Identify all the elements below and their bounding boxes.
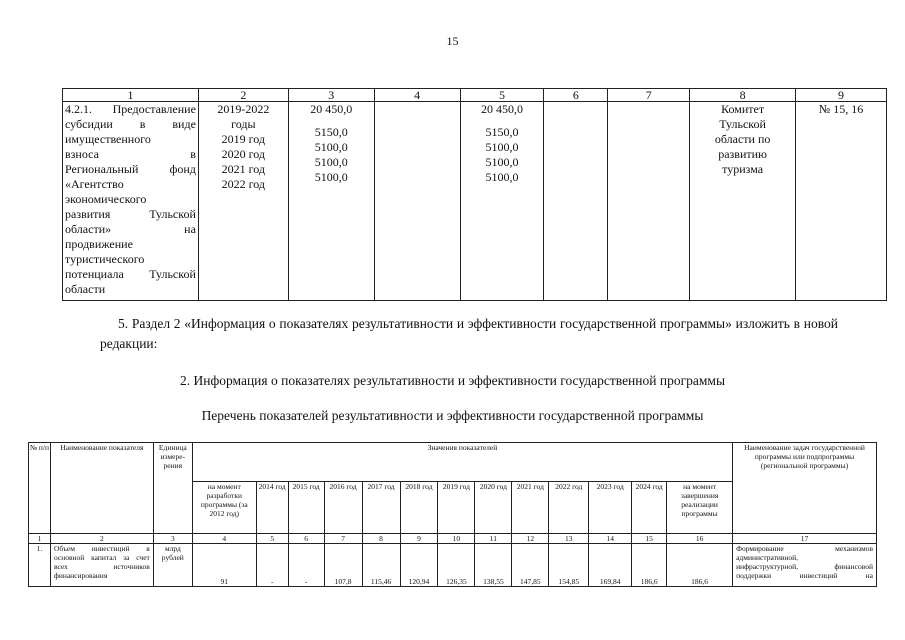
page-number: 15 xyxy=(446,34,459,48)
period-line: 2020 год xyxy=(221,147,266,161)
executor-line: Тульской xyxy=(719,117,766,131)
amount-line: 5100,0 xyxy=(485,140,519,154)
header-start: на момент разработки программы (за 2012 год) xyxy=(192,482,256,534)
regional-funding-cell xyxy=(460,102,544,301)
header-year: 2014 год xyxy=(256,482,288,534)
row-number: 1. xyxy=(29,544,51,587)
measure-name-line: области xyxy=(65,282,106,296)
measure-name-line: продвижение xyxy=(65,237,133,251)
period-line: 2019 год xyxy=(221,132,266,146)
value-cell: 115,46 xyxy=(362,544,400,587)
col-number: 12 xyxy=(512,534,549,544)
task-line: поддержки инвестиций на xyxy=(736,571,873,580)
indicator-name-line: всех источников xyxy=(53,562,150,571)
amount-line: 5100,0 xyxy=(485,155,519,169)
col-number: 13 xyxy=(549,534,589,544)
col-number: 14 xyxy=(589,534,632,544)
executor-line: Комитет xyxy=(721,102,765,116)
list-title: Перечень показателей результативности и эффективности государственной программы xyxy=(201,408,704,423)
indicator-name-line: основной капитал за счет xyxy=(53,553,150,562)
executor-line: туризма xyxy=(722,162,764,176)
header-task: Наименование задач государственной программы или подпрограммы (региональной программы) xyxy=(733,443,877,534)
col-number: 8 xyxy=(362,534,400,544)
amount-line: 20 450,0 xyxy=(310,102,353,116)
header-year: 2020 год xyxy=(475,482,512,534)
header-unit: Единица измере-рения xyxy=(153,443,192,534)
col-number: 3 xyxy=(153,534,192,544)
col-number: 6 xyxy=(544,89,608,102)
task-line: инфраструктурной, финансовой xyxy=(736,562,873,571)
col-number: 10 xyxy=(438,534,475,544)
amount-line: 5100,0 xyxy=(314,170,348,184)
measures-table xyxy=(62,88,887,301)
col-number: 9 xyxy=(400,534,438,544)
value-cell: 186,6 xyxy=(667,544,733,587)
header-values: Значения показателей xyxy=(192,443,732,482)
col-number: 3 xyxy=(288,89,374,102)
header-year: 2021 год xyxy=(512,482,549,534)
col-number: 2 xyxy=(198,89,288,102)
column-numbers-row xyxy=(63,89,887,102)
empty-cell xyxy=(374,102,460,301)
value-cell: 138,55 xyxy=(475,544,512,587)
col-number: 1 xyxy=(29,534,51,544)
col-number: 6 xyxy=(288,534,324,544)
value-cell: 147,85 xyxy=(512,544,549,587)
col-number: 11 xyxy=(475,534,512,544)
value-cell: - xyxy=(256,544,288,587)
executor-line: развитию xyxy=(718,147,768,161)
header-year: 2022 год xyxy=(549,482,589,534)
column-numbers-row xyxy=(29,534,877,544)
empty-cell xyxy=(608,102,690,301)
col-number: 4 xyxy=(374,89,460,102)
header-name: Наименование показателя xyxy=(50,443,153,534)
header-year: 2017 год xyxy=(362,482,400,534)
col-number: 7 xyxy=(324,534,362,544)
task-line: Формирование механизмов xyxy=(736,544,873,553)
indicator-name-cell xyxy=(50,544,153,587)
measure-name-line: области» на xyxy=(65,222,196,236)
period-line: 2019-2022 xyxy=(217,102,270,116)
measure-name-cell xyxy=(63,102,199,301)
period-line: годы xyxy=(231,117,256,131)
section-title: 2. Информация о показателях результативности и эффективности государственной программы xyxy=(179,373,726,388)
header-year: 2019 год xyxy=(438,482,475,534)
period-line: 2022 год xyxy=(221,177,266,191)
header-year: 2023 год xyxy=(589,482,632,534)
value-cell: 126,35 xyxy=(438,544,475,587)
amount-line: 5100,0 xyxy=(485,170,519,184)
indicator-name-line: Объем инвестиций в xyxy=(53,544,150,553)
measure-name-line: имущественного xyxy=(65,132,151,146)
value-cell: 154,85 xyxy=(549,544,589,587)
unit-cell: млрд рублей xyxy=(153,544,192,587)
col-number: 2 xyxy=(50,534,153,544)
table-row xyxy=(63,102,887,301)
measure-name-line: взноса в xyxy=(65,147,196,161)
header-num: № п/п xyxy=(29,443,51,534)
col-number: 5 xyxy=(460,89,544,102)
col-number: 15 xyxy=(632,534,667,544)
value-cell: 169,84 xyxy=(589,544,632,587)
amount-line: 20 450,0 xyxy=(480,102,523,116)
amount-line: 5100,0 xyxy=(314,140,348,154)
measure-name-line: 4.2.1. Предоставление xyxy=(65,102,196,116)
measure-name-line: «Агентство xyxy=(65,177,124,191)
col-number: 8 xyxy=(690,89,796,102)
measure-name-line: экономического xyxy=(65,192,147,206)
period-cell xyxy=(198,102,288,301)
col-number: 9 xyxy=(796,89,887,102)
executor-cell xyxy=(690,102,796,301)
col-number: 4 xyxy=(192,534,256,544)
measure-name-line: развития Тульской xyxy=(65,207,196,221)
value-cell: 120,94 xyxy=(400,544,438,587)
col-number: 16 xyxy=(667,534,733,544)
header-end: на момент завершения реализации программы xyxy=(667,482,733,534)
amount-line: 5100,0 xyxy=(314,155,348,169)
reference-cell: № 15, 16 xyxy=(796,102,887,301)
measure-name-line: потенциала Тульской xyxy=(65,267,196,281)
empty-cell xyxy=(544,102,608,301)
col-number: 7 xyxy=(608,89,690,102)
header-year: 2018 год xyxy=(400,482,438,534)
amount-line: 5150,0 xyxy=(314,125,348,139)
indicator-name-line: финансирования xyxy=(53,571,108,580)
task-line: административной, xyxy=(736,553,799,562)
value-cell: 107,8 xyxy=(324,544,362,587)
measure-name-line: туристического xyxy=(65,252,145,266)
table-row xyxy=(29,544,877,587)
measure-name-line: субсидии в виде xyxy=(65,117,196,131)
header-year: 2024 год xyxy=(632,482,667,534)
value-cell: - xyxy=(288,544,324,587)
col-number: 17 xyxy=(733,534,877,544)
col-number: 1 xyxy=(63,89,199,102)
measure-name-line: Региональный фонд xyxy=(65,162,196,176)
amendment-paragraph: 5. Раздел 2 «Информация о показателях результативности и эффективности государственной программы» изложить в новой редакции: xyxy=(100,316,838,351)
indicators-table xyxy=(28,442,877,587)
executor-line: области по xyxy=(714,132,771,146)
total-funding-cell xyxy=(288,102,374,301)
task-cell xyxy=(733,544,877,587)
value-cell: 91 xyxy=(192,544,256,587)
period-line: 2021 год xyxy=(221,162,266,176)
amount-line: 5150,0 xyxy=(485,125,519,139)
col-number: 5 xyxy=(256,534,288,544)
value-cell: 186,6 xyxy=(632,544,667,587)
header-year: 2016 год xyxy=(324,482,362,534)
header-year: 2015 год xyxy=(288,482,324,534)
